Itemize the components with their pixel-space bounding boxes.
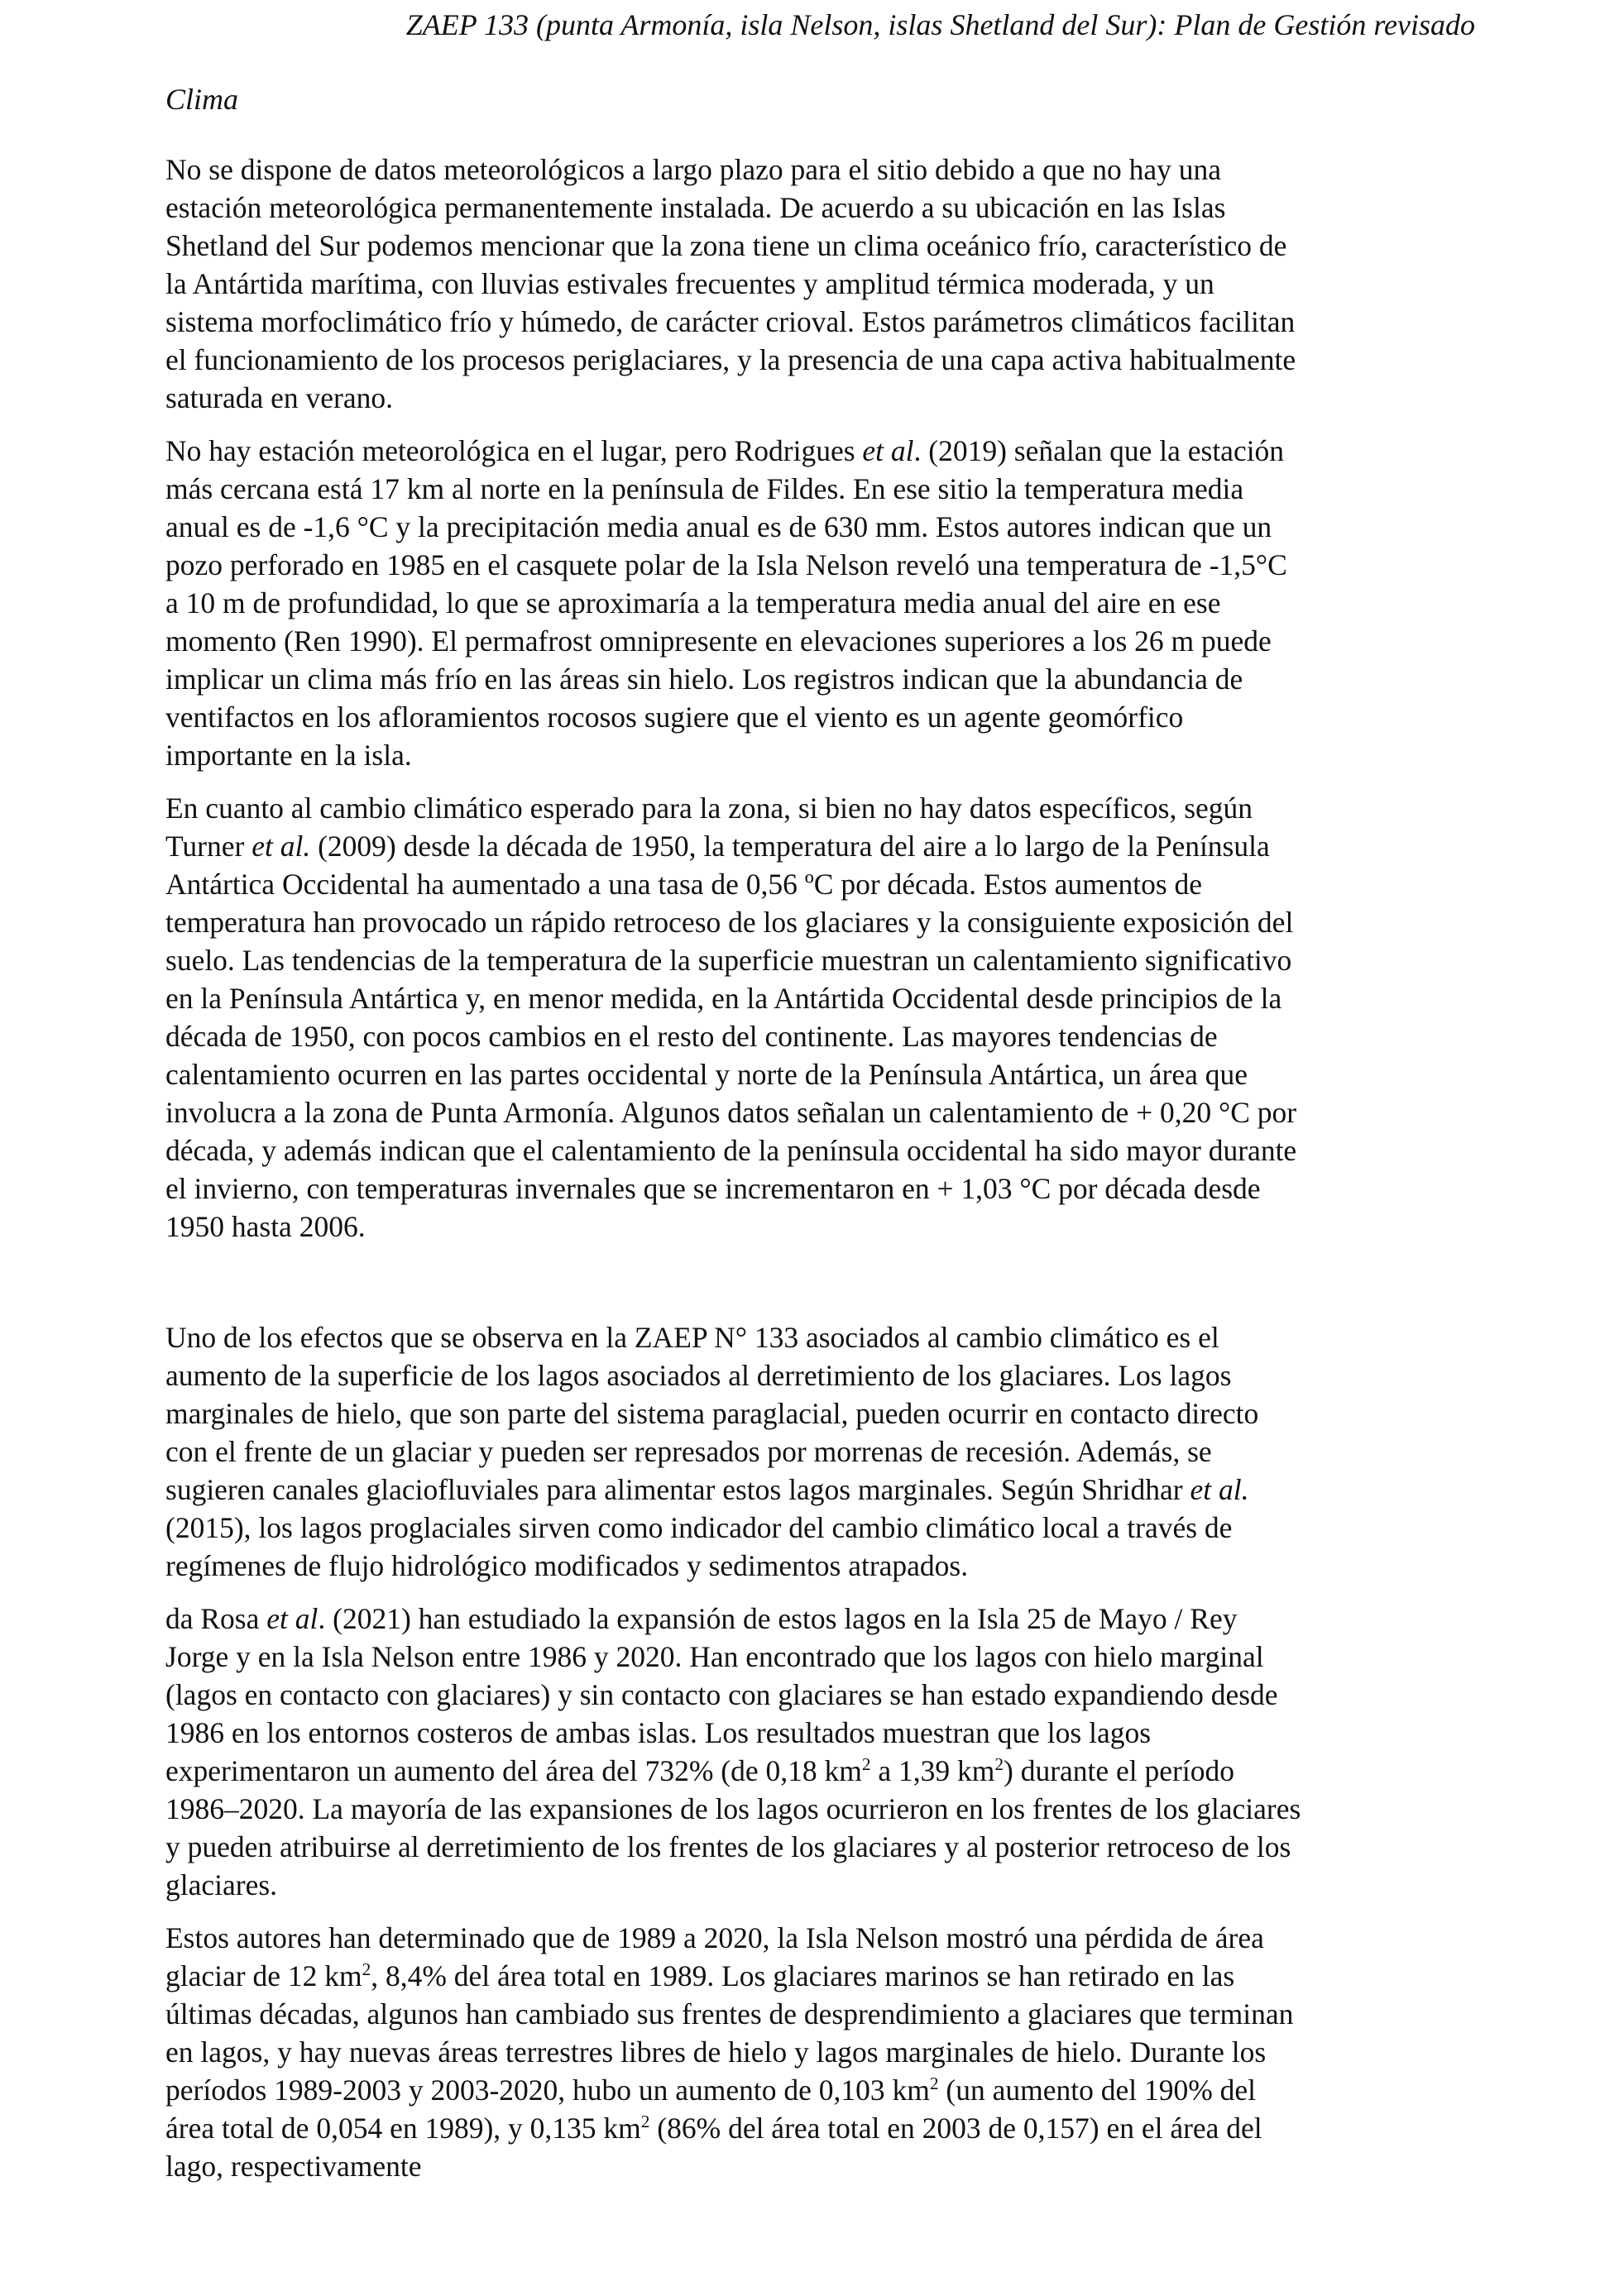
paragraph-2-citation-italic: et al (862, 434, 914, 467)
paragraph-4-text-b: (2015), los lagos proglaciales sirven como indicador del cambio climático local a través de regímenes de flujo hidrológico modificados y sedimentos atrapados. (165, 1511, 1233, 1582)
paragraph-5-text-c: a 1,39 km (870, 1754, 995, 1787)
paragraph-5-text-a: da Rosa (165, 1602, 267, 1635)
paragraph-2 (165, 432, 1481, 774)
paragraph-5-citation-italic: et al (266, 1602, 319, 1635)
paragraph-2-text-b: . (2019) señalan que la estación más cercana está 17 km al norte en la península de Fildes. En ese sitio la temperatura media anual es de -1,6 °C y la precipitación media anual es de 630 mm. Estos autores indican que un pozo perforado en 1985 en el casquete polar de la Isla Nelson reveló una temperatura de -1,5°C a 10 m de profundidad, lo que se aproximaría a la temperatura media anual del aire en ese momento (Ren 1990). El permafrost omnipresente en elevaciones superiores a los 26 m puede implicar un clima más frío en las áreas sin hielo. Los registros indican que la abundancia de ventifactos en los afloramientos rocosos sugiere que el viento es un agente geomórfico importante en la isla. (165, 434, 1287, 772)
paragraph-3-text-a: En cuanto al cambio climático esperado para la zona, si bien no hay datos específicos, según Turner (165, 792, 1253, 863)
paragraph-5-text-d: ) durante el período 1986–2020. La mayoría de las expansiones de los lagos ocurrieron en los frentes de los glaciares y pueden atribuirse al derretimiento de los frentes de los glaciares y al posterior retroceso de los glaciares. (165, 1754, 1301, 1901)
paragraph-6-text-b: , 8,4% del área total en 1989. Los glaciares marinos se han retirado en las últimas décadas, algunos han cambiado sus frentes de desprendimiento a glaciares que terminan en lagos, y hay nuevas áreas terrestres libres de hielo y lagos marginales de hielo. Durante los períodos 1989-2003 y 2003-2020, hubo un aumento de 0,103 km (165, 1959, 1294, 2107)
paragraph-6-text-d: (86% del área total en 2003 de 0,157) en el área del lago, respectivamente (165, 2112, 1262, 2183)
paragraph-5 (165, 1600, 1481, 1904)
superscript-km2: 2 (362, 1959, 371, 1980)
paragraph-3-text-b: (2009) desde la década de 1950, la temperatura del aire a lo largo de la Península Antártica Occidental ha aumentado a una tasa de 0,56 ºC por década. Estos aumentos de temperatura han provocado un rápido retroceso de los glaciares y la consiguiente exposición del suelo. Las tendencias de la temperatura de la superficie muestran un calentamiento significativo en la Península Antártica y, en menor medida, en la Antártida Occidental desde principios de la década de 1950, con pocos cambios en el resto del continente. Las mayores tendencias de calentamiento ocurren en las partes occidental y norte de la Península Antártica, un área que involucra a la zona de Punta Armonía. Algunos datos señalan un calentamiento de + 0,20 °C por década, y además indican que el calentamiento de la península occidental ha sido mayor durante el invierno, con temperaturas invernales que se incrementaron en + 1,03 °C por década desde 1950 hasta 2006. (165, 830, 1297, 1243)
paragraph-1: No se dispone de datos meteorológicos a largo plazo para el sitio debido a que no hay una estación meteorológica permanentemente instalada. De acuerdo a su ubicación en las Islas Shetland del Sur podemos mencionar que la zona tiene un clima oceánico frío, característico de la Antártida marítima, con lluvias estivales frecuentes y amplitud térmica moderada, y un sistema morfoclimático frío y húmedo, de carácter crioval. Estos parámetros climáticos facilitan el funcionamiento de los procesos periglaciares, y la presencia de una capa activa habitualmente saturada en verano. (165, 153, 1296, 414)
paragraph-6-text-a: Estos autores han determinado que de 1989 a 2020, la Isla Nelson mostró una pérdida de área glaciar de 12 km (165, 1921, 1264, 1992)
paragraph-6-text-c: (un aumento del 190% del área total de 0,054 en 1989), y 0,135 km (165, 2074, 1257, 2145)
body-text (165, 151, 1481, 2185)
superscript-km2: 2 (640, 2112, 650, 2132)
paragraph-2-text-a: No hay estación meteorológica en el lugar, pero Rodrigues (165, 434, 863, 467)
paragraph-3-citation-italic: et al. (252, 830, 311, 863)
superscript-km2: 2 (861, 1754, 871, 1775)
paragraph-6 (165, 1919, 1481, 2185)
section-title-clima: Clima (165, 83, 239, 116)
superscript-km2: 2 (994, 1754, 1004, 1775)
superscript-km2: 2 (929, 2074, 939, 2094)
running-header: ZAEP 133 (punta Armonía, isla Nelson, islas Shetland del Sur): Plan de Gestión revisado (405, 8, 1475, 41)
paragraph-3 (165, 789, 1481, 1246)
paragraph-4-citation-italic: et al. (1190, 1473, 1249, 1506)
paragraph-4-text-a: Uno de los efectos que se observa en la ZAEP N° 133 asociados al cambio climático es el aumento de la superficie de los lagos asociados al derretimiento de los glaciares. Los lagos marginales de hielo, que son parte del sistema paraglacial, pueden ocurrir en contacto directo con el frente de un glaciar y pueden ser represados por morrenas de recesión. Además, se sugieren canales glaciofluviales para alimentar estos lagos marginales. Según Shridhar (165, 1321, 1259, 1506)
paragraph-4 (165, 1318, 1481, 1585)
paragraph-5-text-b: . (2021) han estudiado la expansión de estos lagos en la Isla 25 de Mayo / Rey Jorge y en la Isla Nelson entre 1986 y 2020. Han encontrado que los lagos con hielo marginal (lagos en contacto con glaciares) y sin contacto con glaciares se han estado expandiendo desde 1986 en los entornos costeros de ambas islas. Los resultados muestran que los lagos experimentaron un aumento del área del 732% (de 0,18 km (165, 1602, 1278, 1787)
